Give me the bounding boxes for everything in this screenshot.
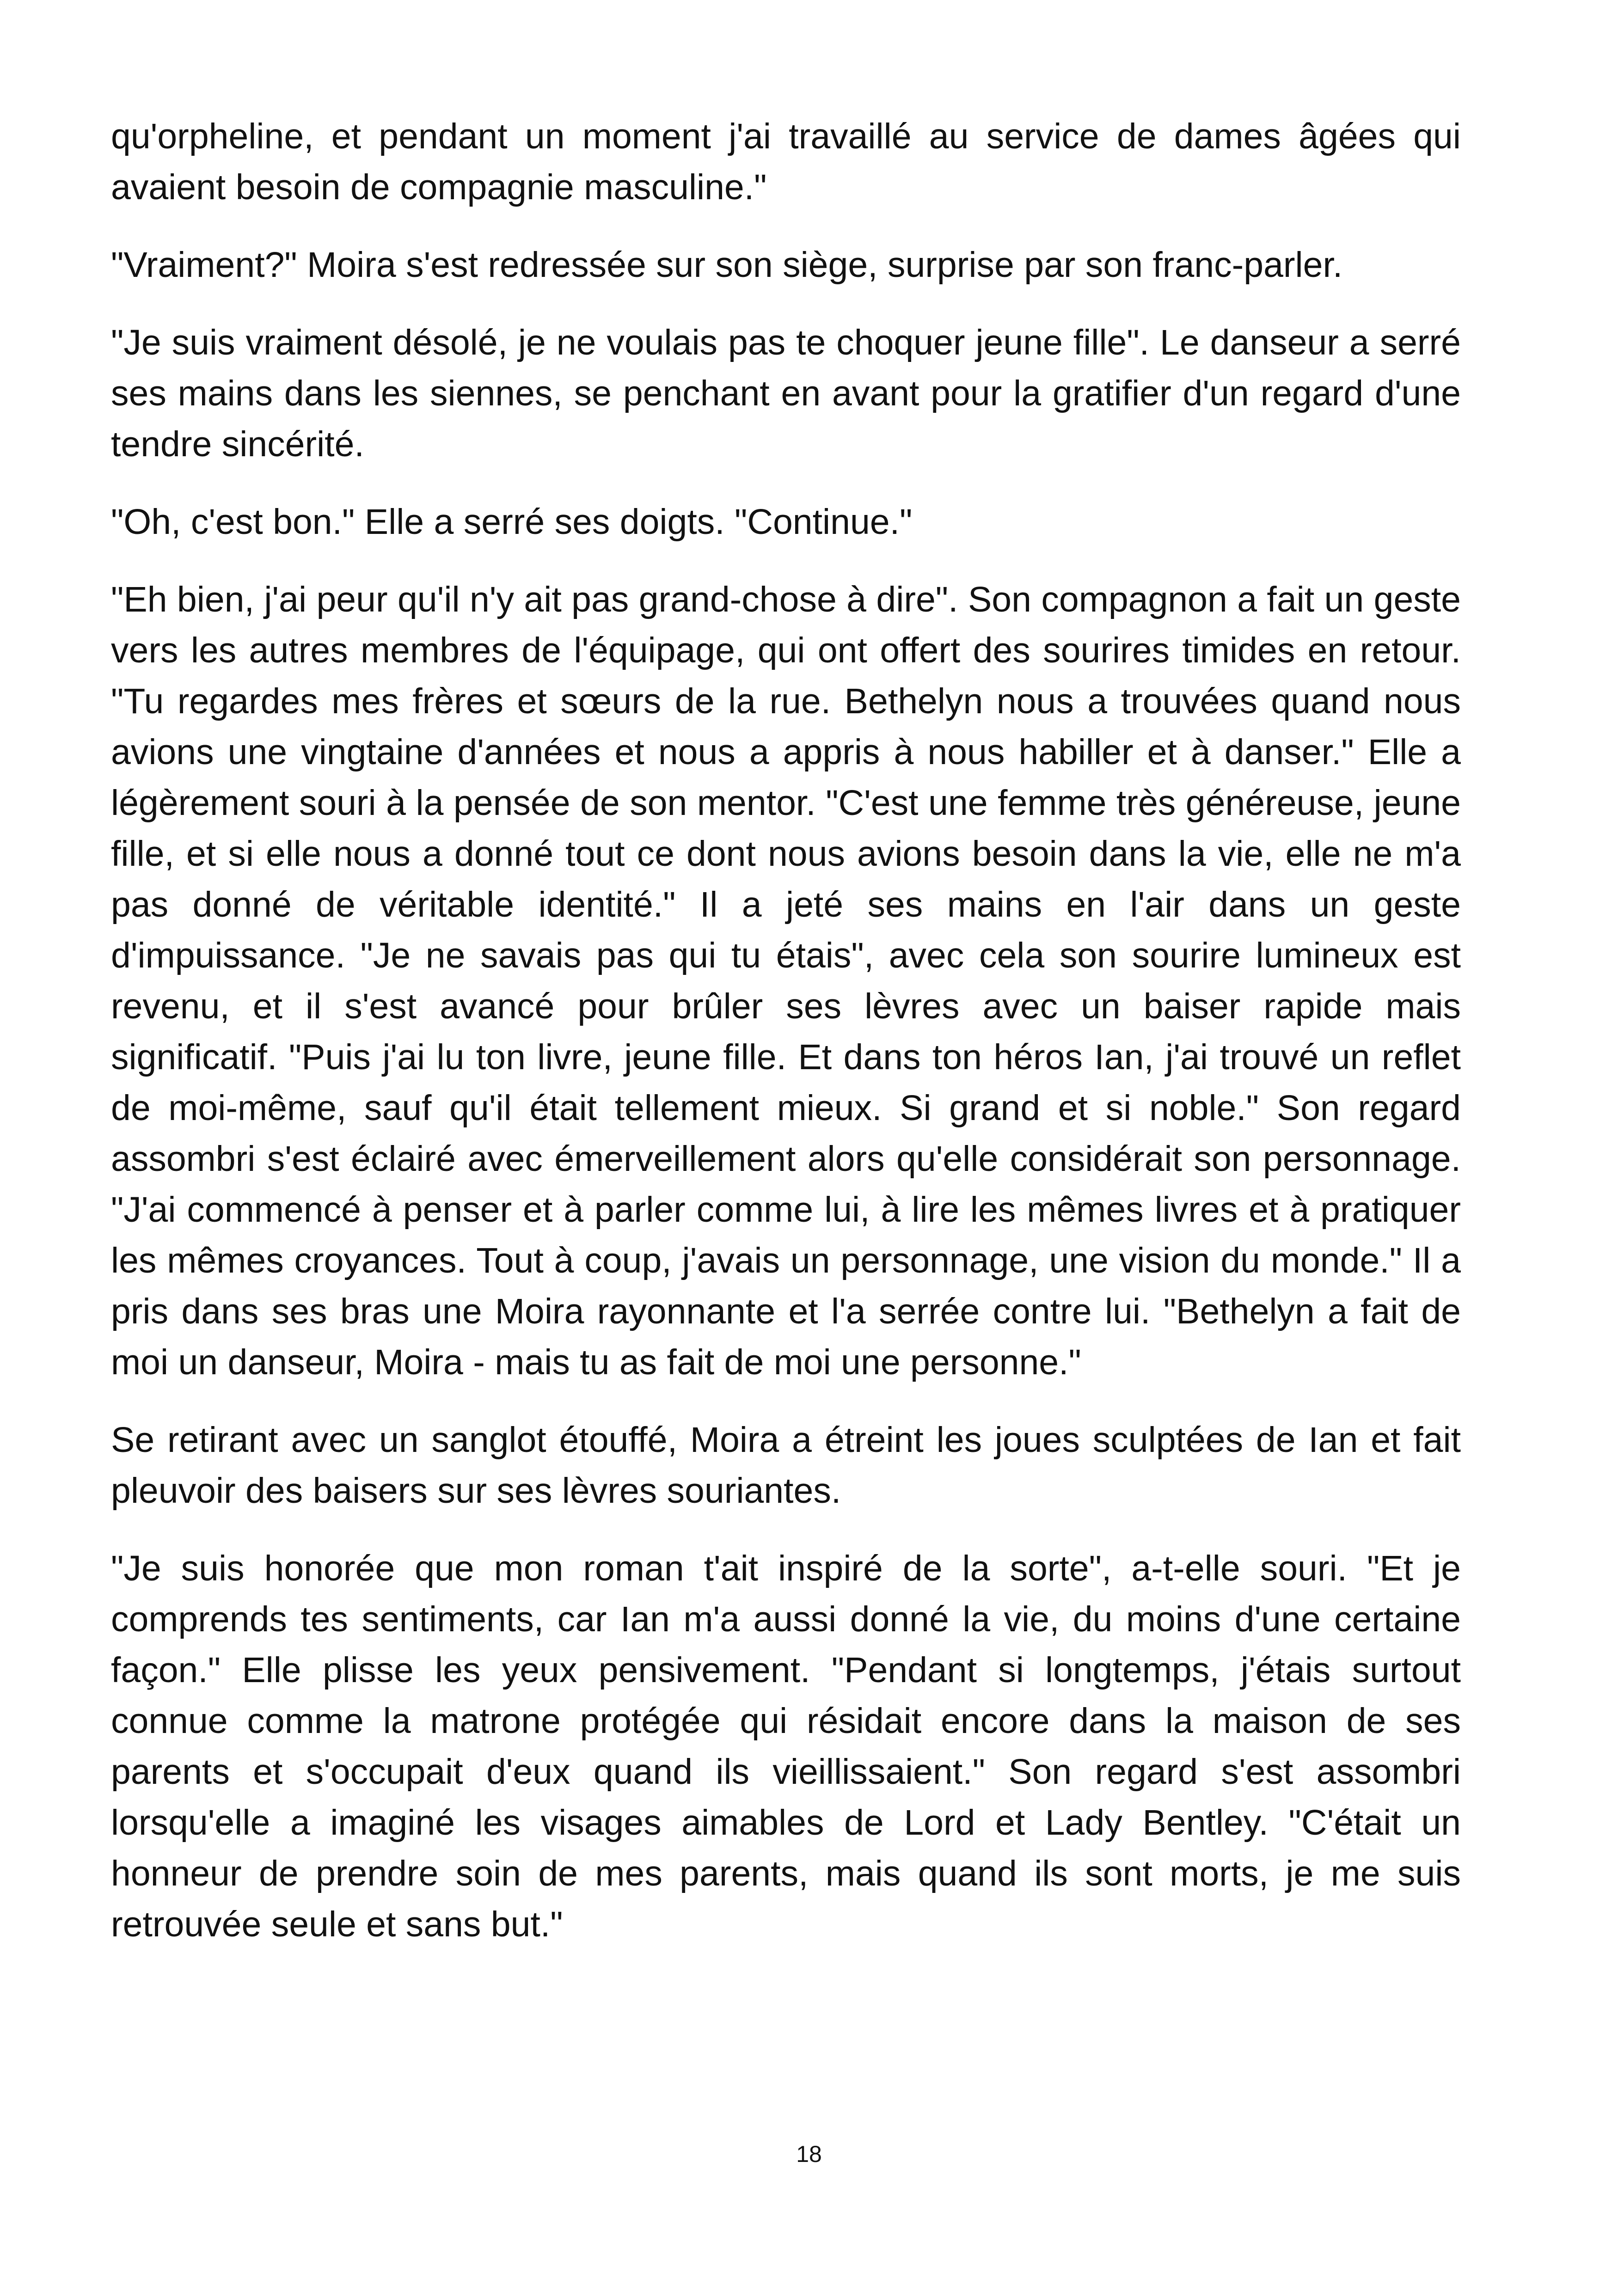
- paragraph: "Oh, c'est bon." Elle a serré ses doigts. "Continue.": [111, 502, 913, 542]
- body-text: [111, 111, 1461, 1977]
- paragraph: "Eh bien, j'ai peur qu'il n'y ait pas grand-chose à dire". Son compagnon a fait un geste vers les autres membres de l'équipage, qui ont offert des sourires timides en retour. "Tu regardes mes frères et sœurs de la rue. Bethelyn nous a trouvées quand nous avions une vingtaine d'années et nous a appris à nous habiller et à danser." Elle a légèrement souri à la pensée de son mentor. "C'est une femme très généreuse, jeune fille, et si elle nous a donné tout ce dont nous avions besoin dans la vie, elle ne m'a pas donné de véritable identité." Il a jeté ses mains en l'air dans un geste d'impuissance. "Je ne savais pas qui tu étais", avec cela son sourire lumineux est revenu, et il s'est avancé pour brûler ses lèvres avec un baiser rapide mais significatif. "Puis j'ai lu ton livre, jeune fille. Et dans ton héros Ian, j'ai trouvé un reflet de moi-même, sauf qu'il était tellement mieux. Si grand et si noble." Son regard assombri s'est éclairé avec émerveillement alors qu'elle considérait son personnage. "J'ai commencé à penser et à parler comme lui, à lire les mêmes livres et à pratiquer les mêmes croyances. Tout à coup, j'avais un personnage, une vision du monde." Il a pris dans ses bras une Moira rayonnante et l'a serrée contre lui. "Bethelyn a fait de moi un danseur, Moira - mais tu as fait de moi une personne.": [111, 580, 1461, 1382]
- page-number: 18: [796, 2141, 822, 2167]
- paragraph: qu'orpheline, et pendant un moment j'ai travaillé au service de dames âgées qui avaient besoin de compagnie masculine.": [111, 116, 1461, 207]
- paragraph: "Vraiment?" Moira s'est redressée sur son siège, surprise par son franc-parler.: [111, 245, 1343, 285]
- paragraph: "Je suis honorée que mon roman t'ait inspiré de la sorte", a-t-elle souri. "Et je comprends tes sentiments, car Ian m'a aussi donné la vie, du moins d'une certaine façon." Elle plisse les yeux pensivement. "Pendant si longtemps, j'étais surtout connue comme la matrone protégée qui résidait encore dans la maison de ses parents et s'occupait d'eux quand ils vieillissaient." Son regard s'est assombri lorsqu'elle a imaginé les visages aimables de Lord et Lady Bentley. "C'était un honneur de prendre soin de mes parents, mais quand ils sont morts, je me suis retrouvée seule et sans but.": [111, 1549, 1461, 1944]
- paragraph: Se retirant avec un sanglot étouffé, Moira a étreint les joues sculptées de Ian et fait pleuvoir des baisers sur ses lèvres souriantes.: [111, 1420, 1461, 1511]
- paragraph: "Je suis vraiment désolé, je ne voulais pas te choquer jeune fille". Le danseur a serré ses mains dans les siennes, se penchant en avant pour la gratifier d'un regard d'une tendre sincérité.: [111, 323, 1461, 464]
